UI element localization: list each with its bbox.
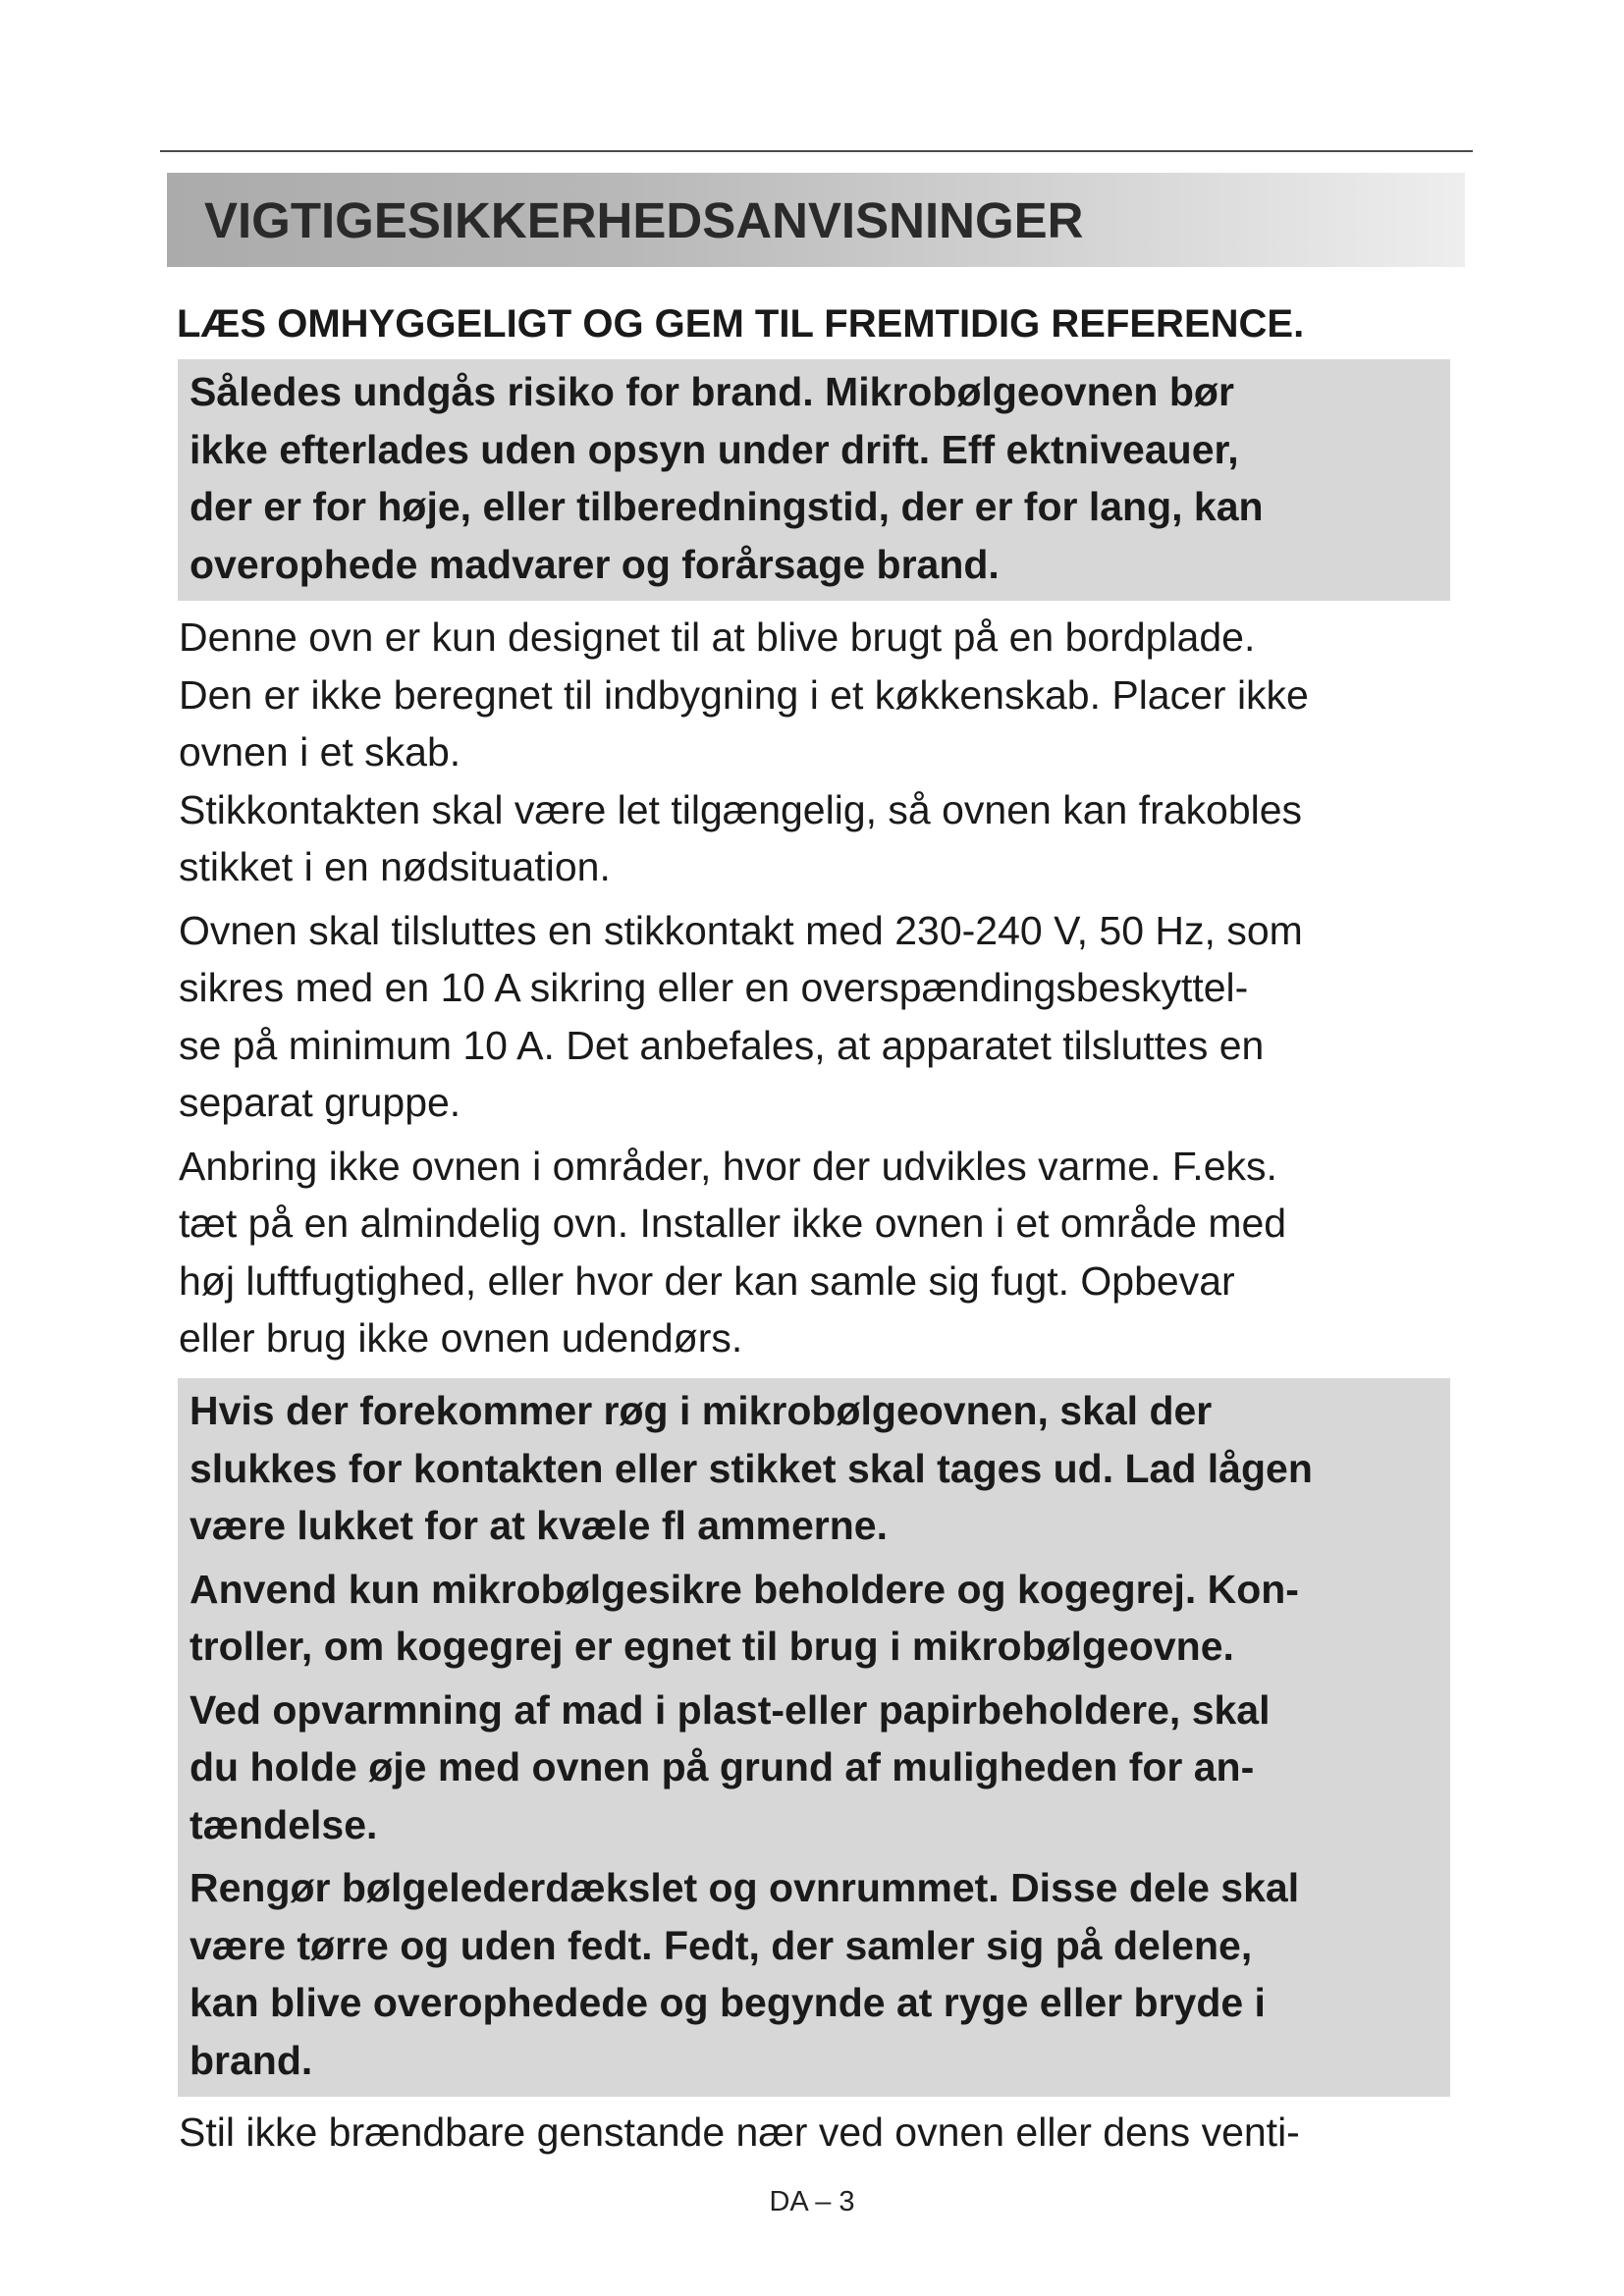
page-title: VIGTIGESIKKERHEDSANVISNINGER: [204, 191, 1084, 248]
warning-paragraph: Således undgås risiko for brand. Mikrobølgeovnen bør ikke efterlades uden opsyn under drift. Eff ektniveauer, der er for høje, eller tilberedningstid, der er for lang, kan overophede madvarer og forårsage brand.: [189, 369, 1264, 587]
warning-paragraph: Hvis der forekommer røg i mikrobølgeovnen, skal der slukkes for kontakten eller stikket skal tages ud. Lad lågen være lukket for at kvæle fl ammerne.: [189, 1388, 1313, 1548]
body-paragraph: Ovnen skal tilsluttes en stikkontakt med 230-240 V, 50 Hz, som sikres med en 10 A sikring eller en overspændingsbeskyttel- se på minimum 10 A. Det anbefales, at apparatet tilsluttes en separat gruppe.: [179, 907, 1303, 1125]
body-text-placement: [179, 609, 1475, 1367]
warning-box-fire-risk: [178, 359, 1450, 601]
body-text-flammables: [179, 2104, 1475, 2162]
section-title-band: [167, 173, 1465, 267]
warning-paragraph: Anvend kun mikrobølgesikre beholdere og kogegrej. Kon- troller, om kogegrej er egnet til brug i mikrobølgeovne.: [189, 1566, 1299, 1669]
body-paragraph: Anbring ikke ovnen i områder, hvor der udvikles varme. F.eks. tæt på en almindelig ovn. Installer ikke ovnen i et område med høj luftfugtighed, eller hvor der kan samle sig fugt. Opbevar eller brug ikke ovnen udendørs.: [179, 1143, 1287, 1361]
top-divider: [160, 150, 1473, 152]
body-paragraph: Denne ovn er kun designet til at blive brugt på en bordplade. Den er ikke beregnet til indbygning i et køkkenskab. Placer ikke ovnen i et skab. Stikkontakten skal være let tilgængelig, så ovnen kan frakobles stikket i en nødsituation.: [179, 614, 1309, 889]
subheading: LÆS OMHYGGELIGT OG GEM TIL FREMTIDIG REFERENCE.: [177, 302, 1305, 346]
warning-box-smoke-and-cookware: [178, 1378, 1450, 2097]
body-paragraph: Stil ikke brændbare genstande nær ved ovnen eller dens venti-: [179, 2109, 1300, 2155]
page-number: DA – 3: [769, 2186, 855, 2217]
warning-paragraph: Rengør bølgelederdækslet og ovnrummet. Disse dele skal være tørre og uden fedt. Fedt, der samler sig på delene, kan blive overophedede og begynde at ryge eller bryde i brand.: [189, 1865, 1300, 2083]
warning-paragraph: Ved opvarmning af mad i plast-eller papirbeholdere, skal du holde øje med ovnen på grund af muligheden for an- tændelse.: [189, 1686, 1271, 1847]
